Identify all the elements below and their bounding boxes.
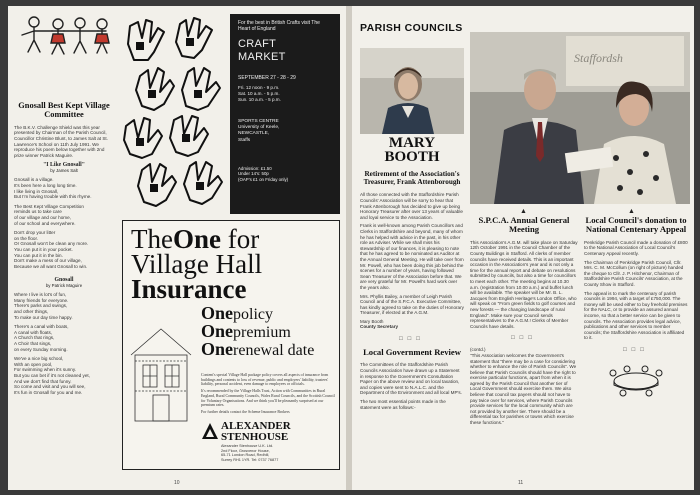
insurance-broker xyxy=(201,421,335,462)
poem-line: It's been here a long long time. xyxy=(14,182,77,188)
address-line: Surrey RH1 1YR. Tel: 0737 76877 xyxy=(221,457,279,462)
offer-strong: One xyxy=(201,303,234,323)
insurance-headline xyxy=(123,221,339,302)
admission-line: Under 14's: 50p xyxy=(238,171,269,177)
broker-name-line: ALEXANDER xyxy=(221,420,291,432)
spca-agm-body: This Association's A.G.M. will take place on Saturday 12th October 1991 in the Council Chamber of the County Buildings in Stafford. All clerks of member councils have received details. This is an important occasion in the Association's year and is not only a time for the annual report and debate on resolutions submitted by councils, but also a time for councillors to meet each other. The meeting begins at 10.30 a.m. (registration from 10.00 a.m.) and buffet lunch will be available. The speaker will be Mr. B. L. Jacques from English Heritage's London Office, who will speak on "From green fields to golf courses and new forests — the changing landscape of rural England". Make sure your Council sends representatives to the A.G.M.! Clerks of Member Councils have details. xyxy=(470,239,578,329)
craft-market-admission xyxy=(238,166,332,183)
poem-stanza xyxy=(14,230,114,269)
lg-review-heading: Local Government Review xyxy=(363,347,461,358)
cheque-presentation-photo-image xyxy=(470,32,690,204)
mary-booth-photo xyxy=(360,48,464,134)
insurance-small-print xyxy=(201,373,335,417)
contd-label: (contd.) xyxy=(470,347,486,353)
signature-title: County Secretary xyxy=(360,324,399,330)
cheque-presentation-photo xyxy=(470,32,690,204)
poem-line: Don't drop your litter xyxy=(14,230,56,236)
page-number: 11 xyxy=(518,480,524,486)
donation-body xyxy=(584,240,688,341)
headline-line: MARKET xyxy=(238,50,286,63)
poem-line: Don't make a mess of our village, xyxy=(14,258,82,264)
venue-line: Staffs xyxy=(238,137,251,143)
gnosall-heading: Gnosall Best Kept Village Committee xyxy=(18,101,110,120)
poem-line: I like living in Gnosall, xyxy=(14,188,59,194)
poem-line: Where I live is lot's of fun, xyxy=(14,292,67,298)
poem-line: So come and visit and you will see, xyxy=(14,384,86,390)
poem-line: A Choir that sings, xyxy=(14,341,52,347)
council-table-illustration xyxy=(601,359,671,399)
broker-name-line: STENHOUSE xyxy=(221,430,289,443)
contd-body: "This Association welcomes the Government's statement that "there may be a case for considering whether to enhance the role of Parish Councils". We believe that Parish Councils should have the right to exercise particular functions, apart from when it is agreed by the Parish Council that another tier of Local Government should exercise them. We also believe that council tax payers should not have to pay twice over for services, where Parish Councils provide services for the local community which are not provided by another tier. There should be a differential tax for parishes or towns which exercise these functions." xyxy=(470,352,577,426)
small-print-paragraph: Content's special Village Hall package policy covers all aspects of insurance from buildings and contents to loss of revenue, public and employers' liability, trustees' liability, personal accident, even damage to employees or officials. xyxy=(201,373,329,387)
admission-line: (OAP's £1 on Friday only) xyxy=(238,177,289,182)
poem-line: and other things, xyxy=(14,309,49,315)
poem-stanza xyxy=(14,324,114,352)
poem-line: You can put it in your pocket. xyxy=(14,246,73,252)
poem-stanza xyxy=(14,204,114,226)
poem-line: Or Gnosall won't be clean any more. xyxy=(14,241,89,247)
poem-line: With an open pool, xyxy=(14,361,53,367)
headline-word: Insurance xyxy=(131,274,247,304)
left-text-column xyxy=(8,6,120,490)
craft-market-advert xyxy=(230,14,340,214)
poem-i-like-gnosall xyxy=(14,177,114,269)
poem-stanza xyxy=(14,292,114,320)
poem-author: by James Salt xyxy=(50,168,78,174)
headline-word: The xyxy=(131,224,173,254)
page-number: 10 xyxy=(174,480,180,486)
small-print-paragraph: For further details contact the Scheme Insurance Brokers xyxy=(201,409,290,414)
section-divider-squares: □□□ xyxy=(623,346,649,353)
craft-market-schedule xyxy=(238,85,332,103)
children-holding-hands-illustration xyxy=(14,12,114,60)
poem-author: by Patrick Maguire xyxy=(45,283,83,289)
insurance-offers xyxy=(201,305,314,359)
lg-review-body xyxy=(360,362,464,410)
craft-market-dates: SEPTEMBER 27 - 28 - 29 xyxy=(238,75,296,81)
article-paragraph: The two most essential points made in the statement were as follows:- xyxy=(360,399,446,410)
poem-line: But you can bet if it's not cleaned yet, xyxy=(14,373,90,378)
article-paragraph: The Chairman of Penkridge Parish Council, Cllr. Mrs. C. M. McCollum (on right of picture) handed the cheque to Cllr. J. P. Hitchenor, Chairman of Staffordshire Parish Councils' Association, at the County Show in Stafford. xyxy=(584,259,684,287)
article-paragraph: Frank is well-known among Parish Councillors and Clerks in Staffordshire and beyond, many of whom he has helped with advice in the past, in his other role as Adviser. While we shall miss his stewardship of our finances, it is pleasing to note that he has agreed to be nominated as Auditor at the Annual General Meeting. He will take over from Mr. Powell, who has been doing this job behind the scenes for a number of years, having followed Sean Treasurer of the Association before that. We are very grateful for Mr. Powell's hard work over the years also. xyxy=(360,223,464,290)
broker-address xyxy=(221,444,335,462)
svg-text:Staffordsh: Staffordsh xyxy=(574,51,623,65)
poem-line: on every Sunday morning. xyxy=(14,346,68,352)
section-divider-squares: □□□ xyxy=(399,336,425,343)
poem-line: reminds us to take care xyxy=(14,209,62,215)
donation-heading: Local Council's donation to National Centenary Appeal xyxy=(585,215,687,235)
mary-booth-article xyxy=(360,136,464,413)
venue-line: University of Keele, xyxy=(238,125,280,131)
poem-line: The Best Kept Village Competition xyxy=(14,203,84,209)
offer-line xyxy=(201,341,314,359)
address-line: 2nd Floor, Grosvenor House, xyxy=(221,448,270,453)
address-line: Alexander Stenhouse U.K. Ltd. xyxy=(221,444,274,448)
treasurer-retirement-subheading: Retirement of the Association's Treasurer, Frank Attenborough xyxy=(363,170,461,187)
spca-agm-heading: S.P.C.A. Annual General Meeting xyxy=(478,215,570,235)
offer-strong: One xyxy=(201,339,234,359)
craft-market-venue xyxy=(238,119,332,144)
craft-market-intro: For the best in British Crafts visit The Heart of England xyxy=(238,20,320,32)
poem-line: For swimming when it's sunny. xyxy=(14,367,77,373)
triangle-marker-icon: ▲ xyxy=(628,208,635,215)
address-line: 65-71 London Road, Redhill, xyxy=(221,453,270,458)
headline-word: Village Hall xyxy=(131,249,263,279)
poem-line: We've a nice big school, xyxy=(14,356,64,362)
headline-word: One xyxy=(172,224,221,254)
treasurer-article-body xyxy=(360,192,464,330)
poem-line: There's a canal with boats, xyxy=(14,324,69,330)
left-page xyxy=(8,6,346,490)
poem-line: A Church that rings, xyxy=(14,335,55,341)
headline-word: for xyxy=(227,224,260,254)
heading-line: MARY xyxy=(388,135,436,151)
spca-agm-article xyxy=(470,216,578,426)
article-paragraph: Mrs. Phyllis Bailey, a member of Leigh Parish Council and of the S.P.C.A. Executive Committee, has kindly agreed to take on the duties of Honorary Treasurer, if elected at the A.G.M. xyxy=(360,293,464,316)
poem-line: You can put it in the bin. xyxy=(14,252,63,258)
village-hall-drawing xyxy=(127,321,195,425)
poem-line: To make our day time happy. xyxy=(14,314,73,320)
venue-line: NEWCASTLE, xyxy=(238,131,270,137)
poem-line: But I'm having trouble with this rhyme. xyxy=(14,194,92,200)
admission-line: Admission: £1.50 xyxy=(238,165,272,171)
craft-market-headline xyxy=(238,38,332,63)
poem-line: on the floor. xyxy=(14,235,39,241)
schedule-line: Sun. 10 a.m. - 5 p.m. xyxy=(238,97,281,102)
heading-line: BOOTH xyxy=(384,149,440,165)
poem-line: It's fun in Gnosall for you and me. xyxy=(14,389,83,395)
craft-hands-illustration xyxy=(120,16,228,216)
mary-booth-heading xyxy=(360,136,464,164)
poem-title: "I Like Gnosall" xyxy=(43,162,85,169)
headline-line: CRAFT xyxy=(238,38,277,50)
section-divider-squares: □□□ xyxy=(511,335,537,342)
poem-stanza xyxy=(14,356,114,395)
page-title: PARISH COUNCILS xyxy=(360,22,463,34)
poem-gnosall xyxy=(14,292,114,395)
right-page xyxy=(352,6,694,490)
village-hall-insurance-advert xyxy=(122,220,340,470)
mary-booth-photo-image xyxy=(360,48,464,134)
article-paragraph: Penkridge Parish Council made a donation of £800 to the National Association of Local Council's Centenary Appeal recently. xyxy=(584,239,688,256)
broker-name xyxy=(221,421,335,442)
offer-rest: policy xyxy=(233,306,274,323)
schedule-line: Sat. 10 a.m. - 5 p.m. xyxy=(238,91,280,96)
schedule-line: Fri. 12 noon - 9 p.m. xyxy=(238,85,280,90)
gnosall-intro: The B.K.V. Challenge Shield was this year presented by Chairman of the Parish Council, Councillor Christine Blunt, to James Salt at St. Lawrence's School on 11th July 1991. We reproduce his poem below together with 2nd prize winner Patrick Maguire. xyxy=(14,124,108,158)
poem-line: Because we all want Gnosall to win. xyxy=(14,263,88,269)
offer-strong: One xyxy=(201,321,234,341)
small-print-paragraph: It's recommended by the Village Halls Trust, Action with Communities in Rural England, Rural Community Councils, Wales Rural Councils, and the Scottish Council for Voluntary Organisations. And we think you'll be pleasantly surprised at our premium rates. xyxy=(201,389,335,408)
poem-line: Gnosall is a village. xyxy=(14,177,54,183)
poem-line: A canal with floats, xyxy=(14,329,53,335)
poem-line: of our school and everywhere. xyxy=(14,220,76,226)
poem-line: Many friends for everyone. xyxy=(14,297,69,303)
offer-rest: renewal date xyxy=(233,342,315,359)
venue-line: SPORTS CENTRE xyxy=(238,119,279,124)
signature xyxy=(360,319,464,330)
article-paragraph: The Committees of the Staffordshire Parish Councils Association have drawn up a Statement in response to the Government's Consultation Paper on the above review and on local taxation, and copies were sent to N.A.L.C. and the Department of the Environment and all local MP's. xyxy=(360,362,462,396)
signature-name: Mary Booth xyxy=(360,318,384,324)
poem-line: And we don't find that funny. xyxy=(14,378,72,384)
article-paragraph: All those connected with the Staffordshire Parish Councils' Association will be sorry to hear that Frank Attenborough has decided to give up being Honorary Treasurer after over 13 years of valuable and loyal service to the Association. xyxy=(360,192,463,220)
poem-title: Gnosall xyxy=(54,277,74,284)
poem-line: of our village and our home, xyxy=(14,214,71,220)
article-paragraph: The appeal is to mark the centenary of parish councils in 1994, with a target of £750,000. The money will be used either to buy freehold premises for the NALC, or to provide an assured annual income, so that a better service can be given to councils. The Association provides legal advice, publications and other services to member councils; the Staffordshire Association is affiliated to it. xyxy=(584,290,688,341)
triangle-marker-icon: ▲ xyxy=(520,208,527,215)
offer-rest: premium xyxy=(233,324,291,341)
donation-article xyxy=(584,216,688,399)
poem-line: There's parks and swings, xyxy=(14,303,68,309)
poem-stanza xyxy=(14,177,114,199)
